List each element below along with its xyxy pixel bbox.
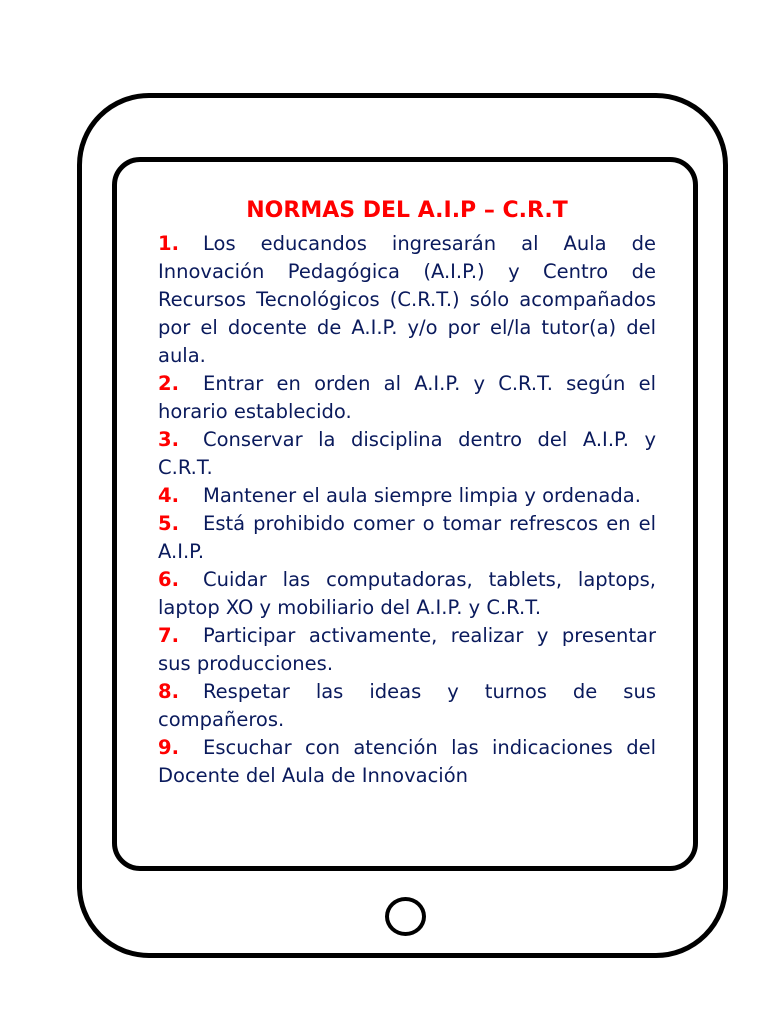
rule-text: Está prohibido comer o tomar refrescos en el A.I.P. <box>158 512 656 563</box>
rule-text: Participar activamente, realizar y presentar sus producciones. <box>158 624 656 675</box>
rule-text: Escuchar con atención las indicaciones del Docente del Aula de Innovación <box>158 736 656 787</box>
rule-item-2 <box>158 370 656 426</box>
rule-number: 1. <box>158 232 179 255</box>
rule-item-9 <box>158 734 656 790</box>
rule-text: Mantener el aula siempre limpia y ordenada. <box>203 484 641 507</box>
rule-number: 6. <box>158 568 179 591</box>
home-button[interactable] <box>385 897 426 936</box>
rules-content <box>158 196 656 790</box>
rule-number: 9. <box>158 736 179 759</box>
rule-text: Cuidar las computadoras, tablets, laptops, laptop XO y mobiliario del A.I.P. y C.R.T. <box>158 568 656 619</box>
rule-item-3 <box>158 426 656 482</box>
rule-item-6 <box>158 566 656 622</box>
page-title: NORMAS DEL A.I.P – C.R.T <box>246 198 568 223</box>
rule-item-7 <box>158 622 656 678</box>
rule-item-4 <box>158 482 656 510</box>
rule-number: 7. <box>158 624 179 647</box>
rules-list <box>158 230 656 790</box>
rule-number: 3. <box>158 428 179 451</box>
rule-text: Los educandos ingresarán al Aula de Innovación Pedagógica (A.I.P.) y Centro de Recursos Tecnológicos (C.R.T.) sólo acompañados por el docente de A.I.P. y/o por el/la tutor(a) del aula. <box>158 232 656 367</box>
rule-number: 8. <box>158 680 179 703</box>
tablet-screen <box>112 157 698 871</box>
rule-item-5 <box>158 510 656 566</box>
rule-text: Conservar la disciplina dentro del A.I.P. y C.R.T. <box>158 428 656 479</box>
rule-number: 4. <box>158 484 179 507</box>
rule-number: 5. <box>158 512 179 535</box>
rule-text: Respetar las ideas y turnos de sus compañeros. <box>158 680 656 731</box>
rule-item-8 <box>158 678 656 734</box>
rule-item-1 <box>158 230 656 370</box>
rule-number: 2. <box>158 372 179 395</box>
rule-text: Entrar en orden al A.I.P. y C.R.T. según el horario establecido. <box>158 372 656 423</box>
